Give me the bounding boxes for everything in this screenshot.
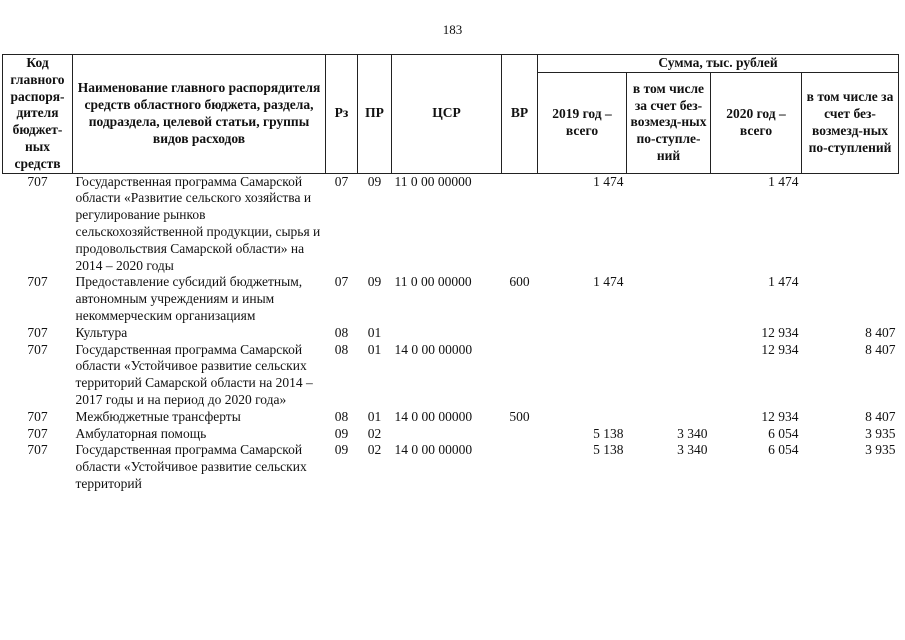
- cell-pr: 09: [367, 274, 382, 290]
- cell-pr: 02: [367, 425, 382, 441]
- cell-pr: 01: [367, 408, 382, 424]
- cell-2019-free: 3 340: [677, 442, 708, 458]
- cell-vr: [502, 173, 538, 274]
- header-2019-total: 2019 год – всего: [538, 73, 627, 174]
- cell-2020-free: 3 935: [865, 425, 896, 441]
- cell-2019-free: [627, 274, 711, 324]
- cell-2019-total: [538, 325, 627, 342]
- table-row: [3, 274, 899, 324]
- table-row: [3, 342, 899, 409]
- cell-rz: 07: [334, 274, 349, 290]
- cell-csr: [392, 325, 502, 342]
- cell-rz: 09: [334, 442, 349, 458]
- cell-name: Государственная программа Самарской области «Развитие сельского хозяйства и регулирование рынков сельскохозяйственной продукции, сырья и продовольствия Самарской области» на 2014 – 2020 годы: [75, 173, 321, 273]
- header-pr: ПР: [358, 55, 392, 174]
- cell-vr: [502, 442, 538, 492]
- cell-2019-free: [627, 173, 711, 274]
- cell-rz: 08: [334, 324, 349, 340]
- table-row: [3, 325, 899, 342]
- table-row: [3, 173, 899, 274]
- header-code: Код главного распоря-дителя бюджет-ных средств: [3, 55, 73, 174]
- cell-2020-free: [802, 173, 899, 274]
- cell-name: Культура: [75, 324, 128, 340]
- cell-rz: 08: [334, 408, 349, 424]
- table-body: [3, 173, 899, 493]
- cell-rz: 09: [334, 425, 349, 441]
- cell-code: 707: [27, 425, 48, 441]
- header-sum-group: Сумма, тыс. рублей: [538, 55, 899, 73]
- header-rz: Рз: [326, 55, 358, 174]
- header-vr: ВР: [502, 55, 538, 174]
- header-2019-free: в том числе за счет без-возмезд-ных по-ступле-ний: [627, 73, 711, 174]
- cell-vr: [502, 426, 538, 443]
- cell-2019-total: 5 138: [593, 442, 624, 458]
- cell-vr: [502, 342, 538, 409]
- cell-csr: 14 0 00 00000: [394, 442, 473, 458]
- cell-pr: 01: [367, 324, 382, 340]
- cell-2019-total: 1 474: [593, 173, 624, 189]
- table-row: [3, 409, 899, 426]
- cell-2020-total: 12 934: [761, 341, 799, 357]
- cell-2020-total: 12 934: [761, 408, 799, 424]
- cell-2019-free: [627, 409, 711, 426]
- cell-2020-total: 12 934: [761, 324, 799, 340]
- cell-name: Межбюджетные трансферты: [75, 408, 241, 424]
- cell-2019-total: [538, 342, 627, 409]
- cell-csr: 14 0 00 00000: [394, 341, 473, 357]
- cell-pr: 09: [367, 173, 382, 189]
- cell-2020-total: 1 474: [768, 173, 799, 189]
- cell-2020-total: 6 054: [768, 425, 799, 441]
- header-name: Наименование главного распорядителя средств областного бюджета, раздела, подраздела, целевой статьи, группы видов расходов: [73, 55, 326, 174]
- cell-rz: 07: [334, 173, 349, 189]
- cell-csr: 11 0 00 00000: [394, 173, 472, 189]
- cell-2019-free: 3 340: [677, 425, 708, 441]
- cell-name: Предоставление субсидий бюджетным, автономным учреждениям и иным некоммерческим организациям: [75, 274, 303, 323]
- page-number: 183: [442, 22, 463, 37]
- cell-2019-total: [538, 409, 627, 426]
- cell-vr: 600: [509, 274, 530, 290]
- cell-2020-free: 8 407: [865, 408, 896, 424]
- cell-name: Государственная программа Самарской области «Устойчивое развитие сельских территорий: [75, 442, 307, 491]
- cell-code: 707: [27, 274, 48, 290]
- cell-vr: 500: [509, 408, 530, 424]
- header-2020-total: 2020 год – всего: [711, 73, 802, 174]
- cell-code: 707: [27, 408, 48, 424]
- budget-table: [2, 54, 899, 493]
- cell-2020-total: 1 474: [768, 274, 799, 290]
- cell-2020-free: 8 407: [865, 324, 896, 340]
- cell-code: 707: [27, 173, 48, 189]
- cell-2020-free: [802, 274, 899, 324]
- cell-2020-free: 8 407: [865, 341, 896, 357]
- cell-csr: 11 0 00 00000: [394, 274, 472, 290]
- cell-2019-free: [627, 342, 711, 409]
- table-row: [3, 442, 899, 492]
- cell-csr: 14 0 00 00000: [394, 408, 473, 424]
- cell-csr: [392, 426, 502, 443]
- cell-name: Амбулаторная помощь: [75, 425, 207, 441]
- cell-2019-free: [627, 325, 711, 342]
- cell-pr: 02: [367, 442, 382, 458]
- cell-2019-total: 5 138: [593, 425, 624, 441]
- cell-rz: 08: [334, 341, 349, 357]
- cell-pr: 01: [367, 341, 382, 357]
- cell-code: 707: [27, 341, 48, 357]
- cell-2019-total: 1 474: [593, 274, 624, 290]
- cell-vr: [502, 325, 538, 342]
- table-row: [3, 426, 899, 443]
- cell-2020-total: 6 054: [768, 442, 799, 458]
- cell-code: 707: [27, 442, 48, 458]
- header-2020-free: в том числе за счет без-возмезд-ных по-ступлений: [802, 73, 899, 174]
- header-csr: ЦСР: [392, 55, 502, 174]
- table-header: [3, 55, 899, 174]
- cell-code: 707: [27, 324, 48, 340]
- cell-2020-free: 3 935: [865, 442, 896, 458]
- cell-name: Государственная программа Самарской области «Устойчивое развитие сельских территорий Самарской области на 2014 – 2017 годы и на период до 2020 года»: [75, 341, 313, 407]
